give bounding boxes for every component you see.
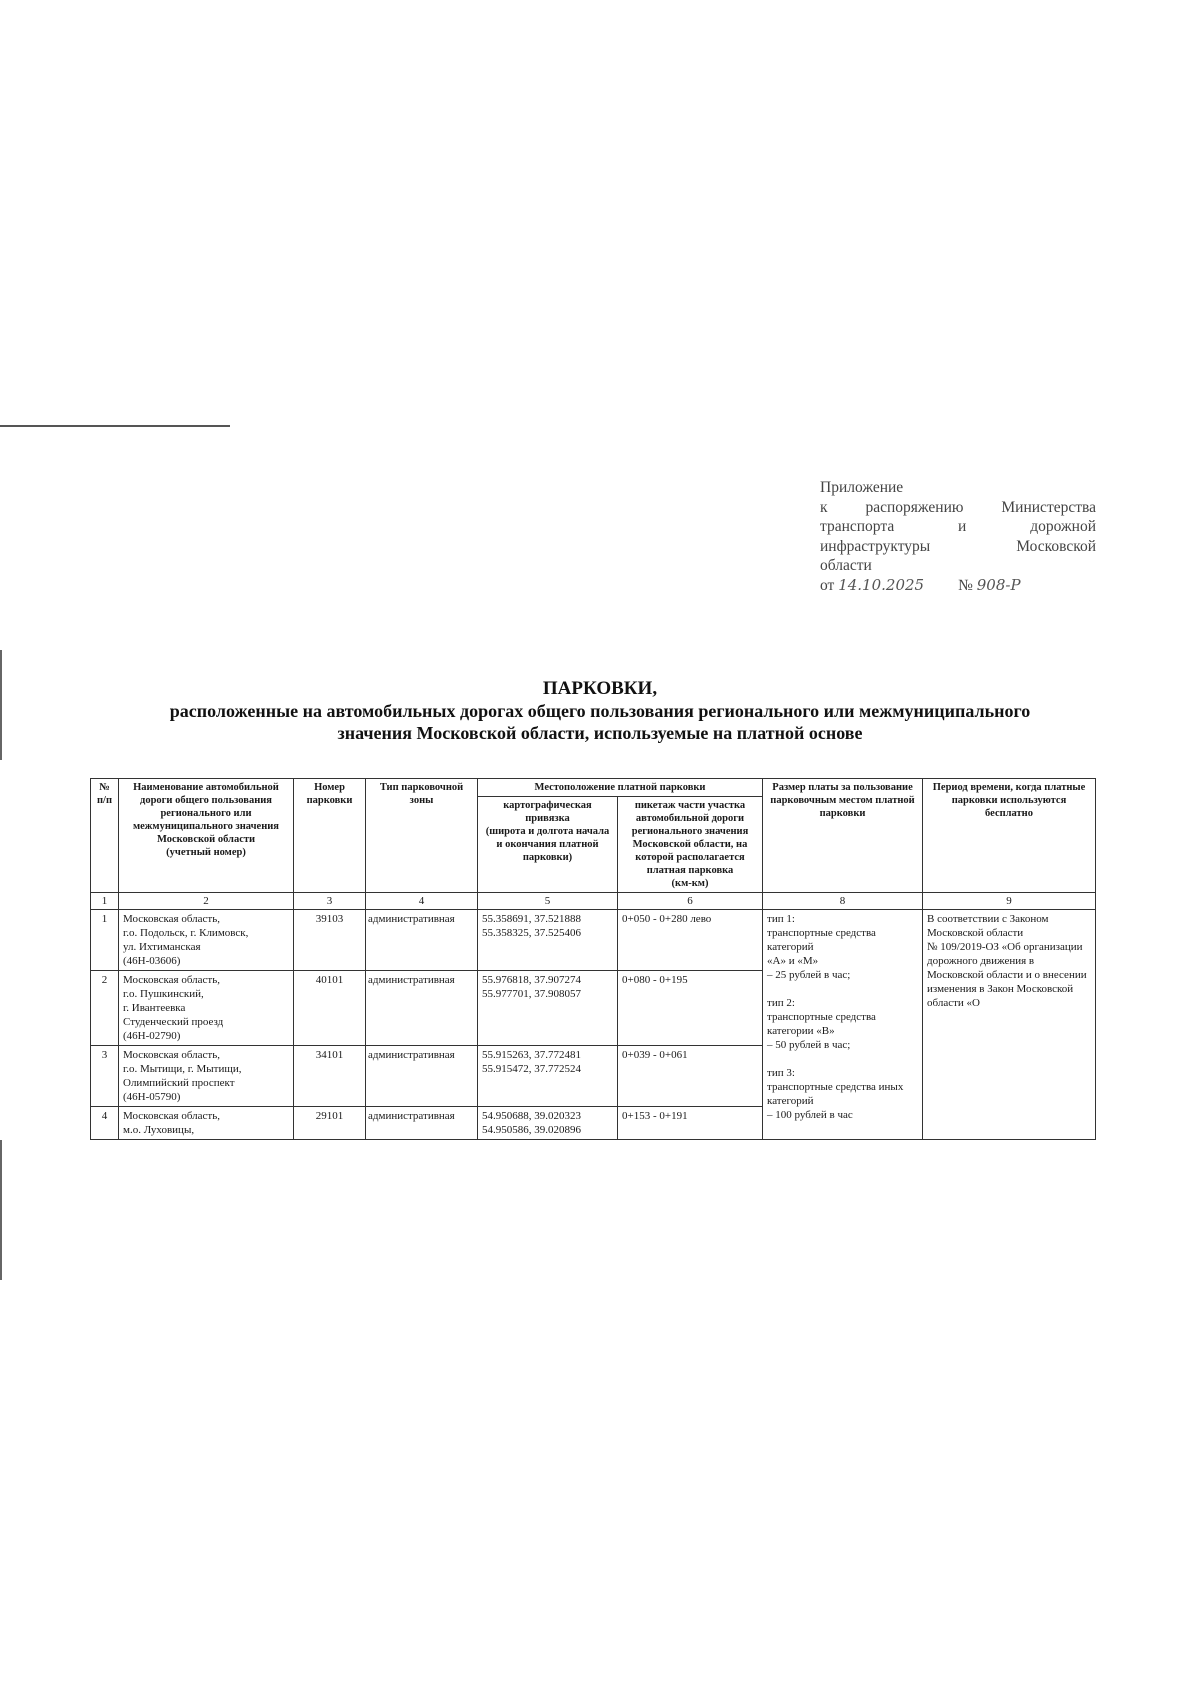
title-subtitle: расположенные на автомобильных дорогах общего пользования регионального или межмуниципального <box>169 701 1031 721</box>
road-name: Московская область, г.о. Пушкинский, г. Ивантеевка Студенческий проезд (46Н-02790) <box>119 971 294 1046</box>
scan-edge-mark <box>0 1140 2 1280</box>
free-period-cell: В соответствии с Законом Московской области № 109/2019-ОЗ «Об организации дорожного движения в Московской области и о внесении изменения в Закон Московской области «О <box>923 910 1096 1140</box>
coordinates: 54.950688, 39.020323 54.950586, 39.020896 <box>478 1107 618 1140</box>
header-location: Местоположение платной парковки <box>478 779 763 797</box>
column-number: 1 <box>91 893 119 910</box>
zone-type: административная <box>366 910 478 971</box>
header-coords: картографическая привязка (широта и долгота начала и окончания платной парковки) <box>478 797 618 893</box>
scan-edge-line <box>0 425 230 427</box>
parking-number: 34101 <box>294 1046 366 1107</box>
appendix-line: инфраструктуры Московской <box>820 537 1096 555</box>
title-subtitle: значения Московской области, используемые на платной основе <box>337 723 863 743</box>
column-number: 2 <box>119 893 294 910</box>
column-number-row <box>91 893 1096 910</box>
scan-edge-mark <box>0 650 2 760</box>
parking-number: 40101 <box>294 971 366 1046</box>
road-name: Московская область, г.о. Мытищи, г. Мытищи, Олимпийский проспект (46Н-05790) <box>119 1046 294 1107</box>
parking-table <box>90 778 1096 1140</box>
km-range: 0+050 - 0+280 лево <box>618 910 763 971</box>
column-number: 9 <box>923 893 1096 910</box>
zone-type: административная <box>366 971 478 1046</box>
coordinates: 55.358691, 37.521888 55.358325, 37.525406 <box>478 910 618 971</box>
row-number: 2 <box>91 971 119 1046</box>
header-free-period: Период времени, когда платные парковки используются бесплатно <box>923 779 1096 893</box>
header-parking-number: Номер парковки <box>294 779 366 893</box>
coordinates: 55.915263, 37.772481 55.915472, 37.772524 <box>478 1046 618 1107</box>
header-fee: Размер платы за пользование парковочным местом платной парковки <box>763 779 923 893</box>
row-number: 4 <box>91 1107 119 1140</box>
column-number: 3 <box>294 893 366 910</box>
road-name: Московская область, м.о. Луховицы, <box>119 1107 294 1140</box>
handwritten-number: 908-Р <box>976 575 1021 594</box>
appendix-line: области <box>820 557 872 574</box>
km-range: 0+039 - 0+061 <box>618 1046 763 1107</box>
handwritten-date: 14.10.2025 <box>838 575 925 594</box>
fee-cell: тип 1: транспортные средства категорий «А» и «М» – 25 рублей в час; тип 2: транспортные средства категории «В» – 50 рублей в час; тип 3: транспортные средства иных категорий – 100 рублей в час <box>763 910 923 1140</box>
header-road: Наименование автомобильной дороги общего пользования регионального или межмуниципального значения Московской области (учетный номер) <box>119 779 294 893</box>
appendix-line: транспорта и дорожной <box>820 518 1096 535</box>
column-number: 6 <box>618 893 763 910</box>
row-number: 3 <box>91 1046 119 1107</box>
km-range: 0+153 - 0+191 <box>618 1107 763 1140</box>
document-title <box>100 678 1100 744</box>
header-row <box>91 779 1096 797</box>
parking-number: 39103 <box>294 910 366 971</box>
parking-number: 29101 <box>294 1107 366 1140</box>
table-row <box>91 910 1096 971</box>
column-number: 5 <box>478 893 618 910</box>
row-number: 1 <box>91 910 119 971</box>
appendix-line: к распоряжению Министерства <box>820 498 1096 516</box>
coordinates: 55.976818, 37.907274 55.977701, 37.908057 <box>478 971 618 1046</box>
column-number: 4 <box>366 893 478 910</box>
header-km: пикетаж части участка автомобильной дороги регионального значения Московской области, на которой располагается платная парковка (км-км) <box>618 797 763 893</box>
appendix-line: Приложение <box>820 479 904 496</box>
zone-type: административная <box>366 1107 478 1140</box>
km-range: 0+080 - 0+195 <box>618 971 763 1046</box>
appendix-block <box>820 478 1096 595</box>
zone-type: административная <box>366 1046 478 1107</box>
number-label: № <box>958 576 973 594</box>
column-number: 8 <box>763 893 923 910</box>
road-name: Московская область, г.о. Подольск, г. Климовск, ул. Ихтиманская (46Н-03606) <box>119 910 294 971</box>
header-num: № п/п <box>91 779 119 893</box>
header-zone-type: Тип парковочной зоны <box>366 779 478 893</box>
from-label: от <box>820 576 835 594</box>
appendix-signature-line <box>820 576 1096 596</box>
title-main: ПАРКОВКИ, <box>542 678 658 699</box>
